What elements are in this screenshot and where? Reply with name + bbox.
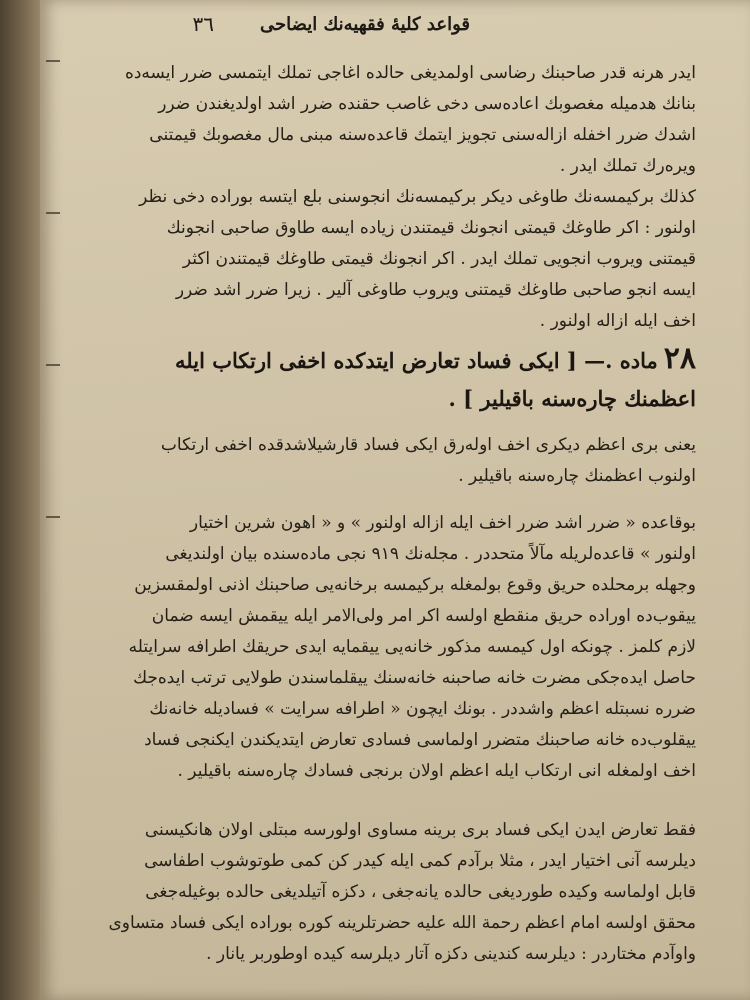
text-line: قيمتنى ويروب انجويى تملك ايدر . اكر انجونك قيمتى طاوغك قيمتندن اكثر: [182, 249, 696, 269]
heading-line: اعظمنك چاره‌سنه باقيلير ] .: [448, 386, 696, 411]
paragraph-3: [84, 430, 696, 492]
running-header: [100, 14, 690, 48]
heading-line: [84, 340, 696, 380]
article-number: ٢٨: [663, 341, 696, 376]
book-page: [40, 0, 750, 1000]
header-title: قواعد كليهٔ فقهيه‌نك ايضاحى: [259, 14, 470, 35]
heading-text: ماده .— [ ايكى فساد تعارض ايتدكده اخفى ارتكاب ايله: [175, 348, 658, 373]
text-line: ضرره نسبتله اعظم واشددر . بونك ايچون « اطرافه سرايت » فسادیله خانه‌نك: [149, 699, 696, 719]
text-line: فقط تعارض ايدن ايكى فساد برى برينه مساوى اولورسه مبتلى اولان هانكيسنى: [144, 820, 696, 840]
paragraph-5: [84, 815, 696, 970]
text-line: اشدك ضرر اخفله ازاله‌سنى تجويز ايتمك قاعده‌سنه مبنى مال مغصوبك قيمتنى: [149, 125, 696, 145]
text-line: قابل اولماسه وكيده طورديغى حالده يانه‌جغى ، دكزه آتيلديغى حالده بوغيله‌جغى: [145, 882, 696, 902]
text-line: بنانك هدميله مغصوبك اعاده‌سى دخى غاصب حقنده ضرر اشد اولديغندن ضرر: [158, 94, 696, 114]
text-line: ايدر هرنه قدر صاحبنك رضاسى اولمديغى حالده اغاجى تملك ايتمسى ضرر ايسه‌ده: [124, 63, 696, 83]
text-line: ويره‌رك تملك ايدر .: [559, 156, 696, 176]
paragraph-4: [84, 508, 696, 787]
text-line: ايسه انجو صاحبى طاوغك قيمتنى ويروب طاوغى آلير . زيرا ضرر اشد ضرر: [175, 280, 696, 300]
text-line: اولنور » قاعده‌لريله مآلاً متحددر . مجله‌نك ٩١٩ نجى ماده‌سنده بيان اولنديغى: [165, 544, 696, 564]
text-line: اخف اولمغله انى ارتكاب ايله اعظم اولان برنجى فسادك چاره‌سنه باقيلير .: [177, 761, 696, 781]
paragraph-1: [84, 58, 696, 182]
text-line: ييقلوب‌ده خانه صاحبنك متضرر اولماسى فسادى تعارض ايتديكندن ايكنجى فساد: [144, 730, 696, 750]
article-heading: [84, 340, 696, 418]
text-line: محقق اولسه امام اعظم رحمة الله عليه حضرتلرينه كوره بوراده ايكى فساد متساوى: [108, 913, 696, 933]
text-line: ديلرسه آنى اختيار ايدر ، مثلا برآدم كمى ايله كيدر كن كمى طوتوشوب اطفاسى: [144, 851, 696, 871]
page-number: ٣٦: [192, 12, 214, 36]
text-line: حاصل ايده‌جكى مضرت خانه صاحبنه خانه‌سنك ييقلماسندن طولايى ترتب ايده‌جك: [133, 668, 696, 688]
text-line: يعنى برى اعظم ديكرى اخف اوله‌رق ايكى فساد قارشيلاشدقده اخفى ارتكاب: [160, 435, 696, 455]
text-line: اخف ايله ازاله اولنور .: [539, 311, 696, 331]
text-line: وجهله برمحلده حريق وقوع بولمغله بركيمسه برخانه‌يى صاحبنك اذنى اولمقسزين: [134, 575, 696, 595]
text-line: اولنوب اعظمنك چاره‌سنه باقيلير .: [458, 466, 696, 486]
paragraph-2: [84, 182, 696, 337]
text-line: بوقاعده « ضرر اشد ضرر اخف ايله ازاله اولنور » و « اهون شرين اختيار: [189, 513, 696, 533]
text-line: واوآدم مختاردر : ديلرسه كندينى دكزه آتار ديلرسه كيده اوطوربر يانار .: [206, 944, 696, 964]
text-line: ييقوب‌ده اوراده حريق منقطع اولسه اكر امر ولى‌الامر ايله ييقمش ايسه ضمان: [151, 606, 696, 626]
text-line: لازم كلمز . چونكه اول كيمسه مذكور خانه‌يى ييقمايه ايدى حريقك اطرافه سرايتله: [128, 637, 696, 657]
gutter-marks: [46, 60, 86, 668]
text-line: اولنور : اكر طاوغك قيمتى انجونك قيمتندن زياده ايسه طاوق صاحبى انجونك: [166, 218, 696, 238]
text-line: كذلك بركيمسه‌نك طاوغى ديكر بركيمسه‌نك انجوسنى بلع ايتسه بوراده دخى نظر: [139, 187, 696, 207]
